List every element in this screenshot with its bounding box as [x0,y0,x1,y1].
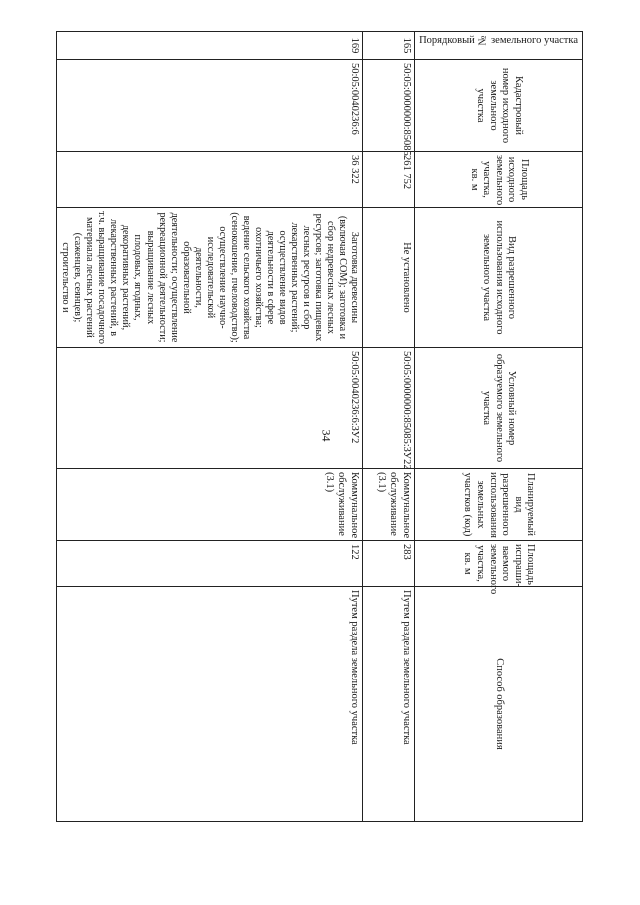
cell-cadastral: 50:05:0040236:6 [57,60,363,152]
header-conditional-number: Условный номер образуемого земельного участка [415,348,583,469]
cell-conditional-number: 50:05:0040236:6:ЗУ2 [57,348,363,469]
cell-source-area: 36 322 [57,152,363,208]
cell-source-area: 261 752 [363,152,415,208]
cell-num: 165 [363,32,415,60]
table-row [57,32,363,822]
land-plot-table-frame [60,31,583,821]
land-plot-table [56,31,583,822]
land-plot-table-rotated [60,31,583,821]
cell-planned-use: Коммунальное обслуживание (3.1) [363,469,415,541]
header-planned-use: Планируемый вид разрешенного использования земельных участков (код) [415,469,583,541]
page-number: 34 [319,429,334,442]
cell-cadastral: 50:05:0000000:85085 [363,60,415,152]
cell-requested-area: 283 [363,541,415,587]
table-header-row [415,32,583,822]
header-cadastral: Кадастровый номер исходного земельного участка [415,60,583,152]
header-num [415,32,583,60]
cell-method: Путем раздела земельного участка [363,587,415,822]
cell-num: 169 [57,32,363,60]
cell-requested-area: 122 [57,541,363,587]
cell-conditional-number: 50:05:0000000:85085:ЗУ22 [363,348,415,469]
header-method: Способ образования [415,587,583,822]
header-source-use: Вид разрешенного использования исходного земельного участка [415,208,583,348]
header-num-text: Порядковый № земельного участка [419,35,578,46]
cell-source-use: Заготовка древесины (включая СОМ); заготовка и сбор недревесных лесных ресурсов; заготовка пищевых лесных ресурсов и сбор лекарственных растений; осуществление видов деятельности в сфере охотничьего хозяйства; ведение сельского хозяйства (сенокошение, пчеловодство); осуществление научно-исследовательской деятельности, образовательной деятельности; осуществление рекреационной деятельности; выращивание лесных плодовых, ягодных, декоративных растений, лекарственных растений, в т.ч. выращивание посадочного материала лесных растений (саженцев, сеянцев); строительство и [57,208,363,348]
header-source-area: Площадь исходного земельного участка, кв. м [415,152,583,208]
cell-planned-use: Коммунальное обслуживание (3.1) [57,469,363,541]
table-row [363,32,415,822]
cell-source-use: Не установлено [363,208,415,348]
header-requested-area: Площадь испраши-ваемого земельного участка, кв. м [415,541,583,587]
cell-method: Путем раздела земельного участка [57,587,363,822]
